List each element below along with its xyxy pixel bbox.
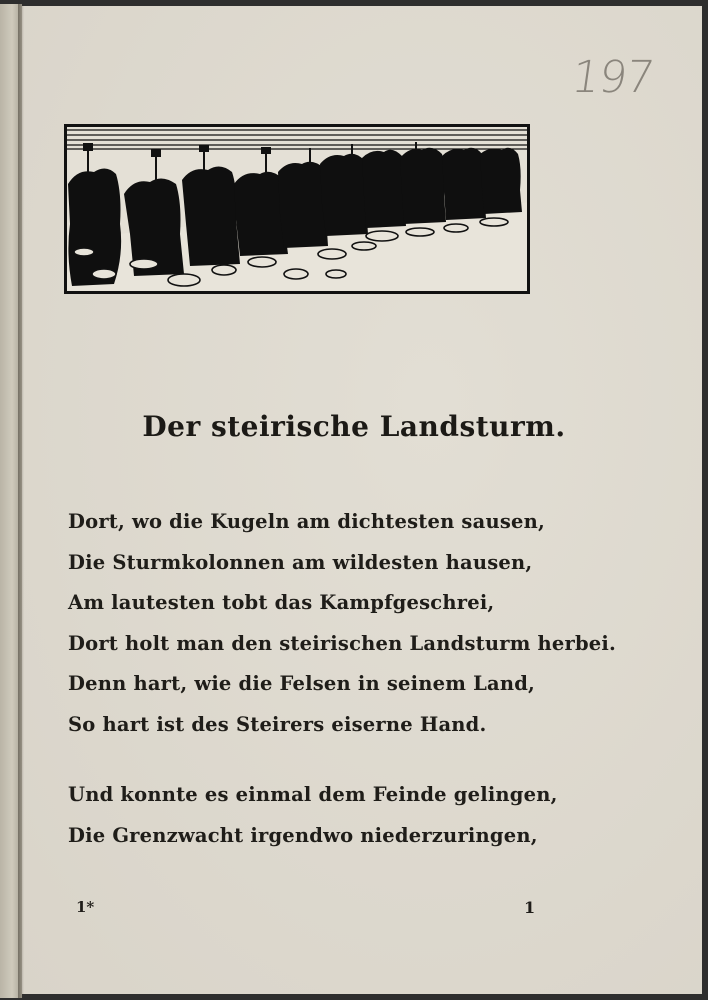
- poem-line: Und konnte es einmal dem Feinde gelingen,: [68, 783, 558, 806]
- signature-mark: 1*: [76, 898, 95, 916]
- poem-line: Dort, wo die Kugeln am dichtesten sausen,: [68, 510, 545, 533]
- poem-line: Die Sturmkolonnen am wildesten hausen,: [68, 550, 533, 574]
- poem-line: Am lautesten tobt das Kampfgeschrei,: [68, 591, 495, 614]
- stanza-2: [68, 775, 558, 856]
- woodcut-illustration: [64, 124, 530, 294]
- handwritten-page-number: 197: [568, 52, 657, 103]
- poem-line: Dort holt man den steirischen Landsturm herbei.: [68, 631, 617, 655]
- page-number: 1: [524, 898, 536, 917]
- poem-line: So hart ist des Steirers eiserne Hand.: [68, 712, 487, 736]
- stanza-1: [68, 502, 616, 745]
- poem-line: Denn hart, wie die Felsen in seinem Land,: [68, 672, 536, 695]
- gutter-shadow: [18, 4, 24, 998]
- poem-line: Die Grenzwacht irgendwo niederzuringen,: [68, 823, 538, 847]
- poem-title: Der steirische Landsturm.: [142, 410, 566, 443]
